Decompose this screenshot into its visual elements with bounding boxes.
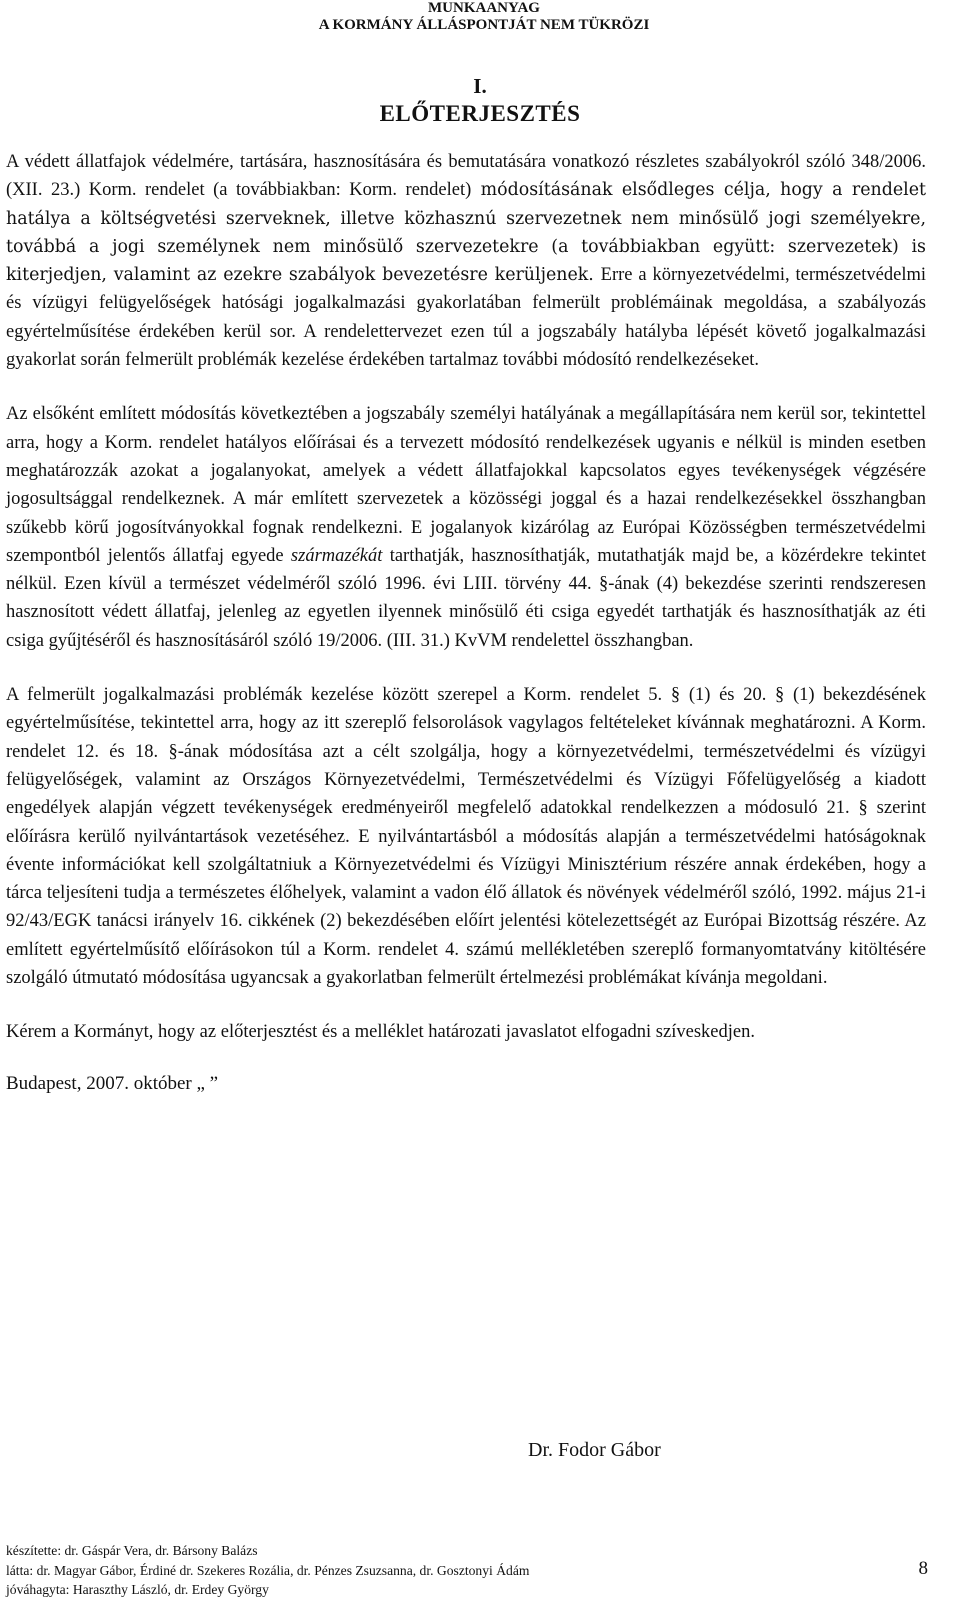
footer-prepared-by: készítette: dr. Gáspár Vera, dr. Bársony Balázs [6, 1543, 258, 1558]
document-title: ELŐTERJESZTÉS [379, 101, 581, 126]
paragraph-4: Kérem a Kormányt, hogy az előterjesztést és a melléklet határozati javaslatot elfogadni szíveskedjen. [6, 1022, 755, 1043]
document-body [6, 148, 926, 1095]
place-date: Budapest, 2007. október „ ” [6, 1072, 219, 1094]
draft-header [0, 0, 960, 34]
signature-name: Dr. Fodor Gábor [528, 1439, 661, 1461]
approval-footer [6, 1541, 706, 1600]
paragraph-2 [6, 400, 926, 655]
draft-header-line2: A KORMÁNY ÁLLÁSPONTJÁT NEM TÜKRÖZI [318, 17, 650, 33]
footer-reviewed-by: látta: dr. Magyar Gábor, Érdiné dr. Szekeres Rozália, dr. Pénzes Zsuzsanna, dr. Gosztonyi Ádám [6, 1562, 530, 1578]
paragraph-1 [6, 148, 926, 374]
page-number: 8 [918, 1558, 928, 1579]
paragraph-2-start: Az elsőként említett módosítás következtében a jogszabály személyi hatályának a megállapítására nem kerül sor, tekintettel arra, hogy a Korm. rendelet hatályos előírásai és a tervezett módosító rendelkezések ugyanis e nélkül is minden esetben meghatározzák azokat a jogalanyokat, amelyek a védett állatfajokkal kapcsolatos egyes tevékenységek végzésére jogosultsággal rendelkeznek. A már említett szervezetek a közösségi joggal és a hazai rendelkezésekkel összhangban szűkebb körű jogosítványokkal fognak rendelkezni. E jogalanyok kizárólag az Európai Közösségben természetvédelmi szempontból jelentős állatfaj egyede [6, 404, 926, 566]
paragraph-1-intro: A védett állatfajok védelmére, tartására, hasznosítására és bemutatására vonatkozó részletes szabályokról szóló 348/2006. (XII. 23.) Korm. rendelet (a továbbiakban: Korm. rendelet) [6, 152, 926, 201]
paragraph-1-purpose: módosításának elsődleges célja, hogy a rendelet hatálya a költségvetési szerveknek, illetve közhasznú szervezetnek nem minősülő jogi személyekre, továbbá a jogi személynek nem minősülő szervezetekre (a továbbiakban együtt: szervezetek) is kiterjedjen, valamint az ezekre szabályok bevezetésre kerüljenek. [6, 180, 926, 286]
paragraph-1-rest: Erre a környezetvédelmi, természetvédelmi és vízügyi felügyelőségek hatósági jogalkalmazási gyakorlatában felmerült problémáinak megoldása, a szabályozás egyértelműsítése érdekében kerül sor. A rendelettervezet ezen túl a jogszabály hatályba lépését követő jogalkalmazási gyakorlat során felmerült problémák kezelése érdekében tartalmaz további módosító rendelkezéseket. [6, 265, 926, 371]
footer-approved-by: jóváhagyta: Haraszthy László, dr. Erdey György [6, 1582, 269, 1597]
paragraph-2-emphasis: származékát [290, 545, 383, 566]
draft-header-line1: MUNKAANYAG [428, 0, 540, 16]
paragraph-3: A felmerült jogalkalmazási problémák kezelése között szerepel a Korm. rendelet 5. § (1) és 20. § (1) bekezdésének egyértelműsítése, tekintettel arra, hogy az itt szereplő felsorolások vagylagos feltételeket kívánnak meghatározni. A Korm. rendelet 12. és 18. §-ának módosítása azt a célt szolgálja, hogy a környezetvédelmi, természetvédelmi és vízügyi felügyelőségek, valamint az Országos Környezetvédelmi, Természetvédelmi és Vízügyi Főfelügyelőség a kiadott engedélyek alapján végzett tevékenységek eredményeiről megfelelő adatokkal rendelkezzen a módosuló 21. § szerint előírásra kerülő nyilvántartások vezetéséhez. E nyilvántartásból a módosítás alapján a természetvédelmi hatóságoknak évente információkat kell szolgáltatniuk a Környezetvédelmi és Vízügyi Minisztérium részére annak érdekében, hogy a tárca teljesíteni tudja a természetes élőhelyek, valamint a vadon élő állatok és növények védelméről szóló, 1992. május 21-i 92/43/EGK tanácsi irányelv 16. cikkének (2) bekezdésében előírt jelentési kötelezettségét az Európai Bizottság részére. Az említett egyértelműsítő előírásokon túl a Korm. rendelet 4. számú mellékletében szereplő formanyomtatvány kitöltésére szolgáló útmutató módosítása ugyancsak a gyakorlatban felmerült értelmezési problémákat kívánja megoldani. [6, 685, 926, 989]
section-number: I. [473, 74, 487, 98]
paragraph-2-end: tarthatják, hasznosíthatják, mutathatják majd be, a közérdekre tekintet nélkül. Ezen kívül a természet védelméről szóló 1996. évi LIII. törvény 44. §-ának (4) bekezdése szerinti rendszeresen hasznosított védett állatfaj, jelenleg az egyetlen ilyennek minősülő éti csiga egyedét tarthatják és hasznosíthatják az éti csiga gyűjtéséről és hasznosításáról szóló 19/2006. (III. 31.) KvVM rendelettel összhangban. [6, 545, 927, 651]
